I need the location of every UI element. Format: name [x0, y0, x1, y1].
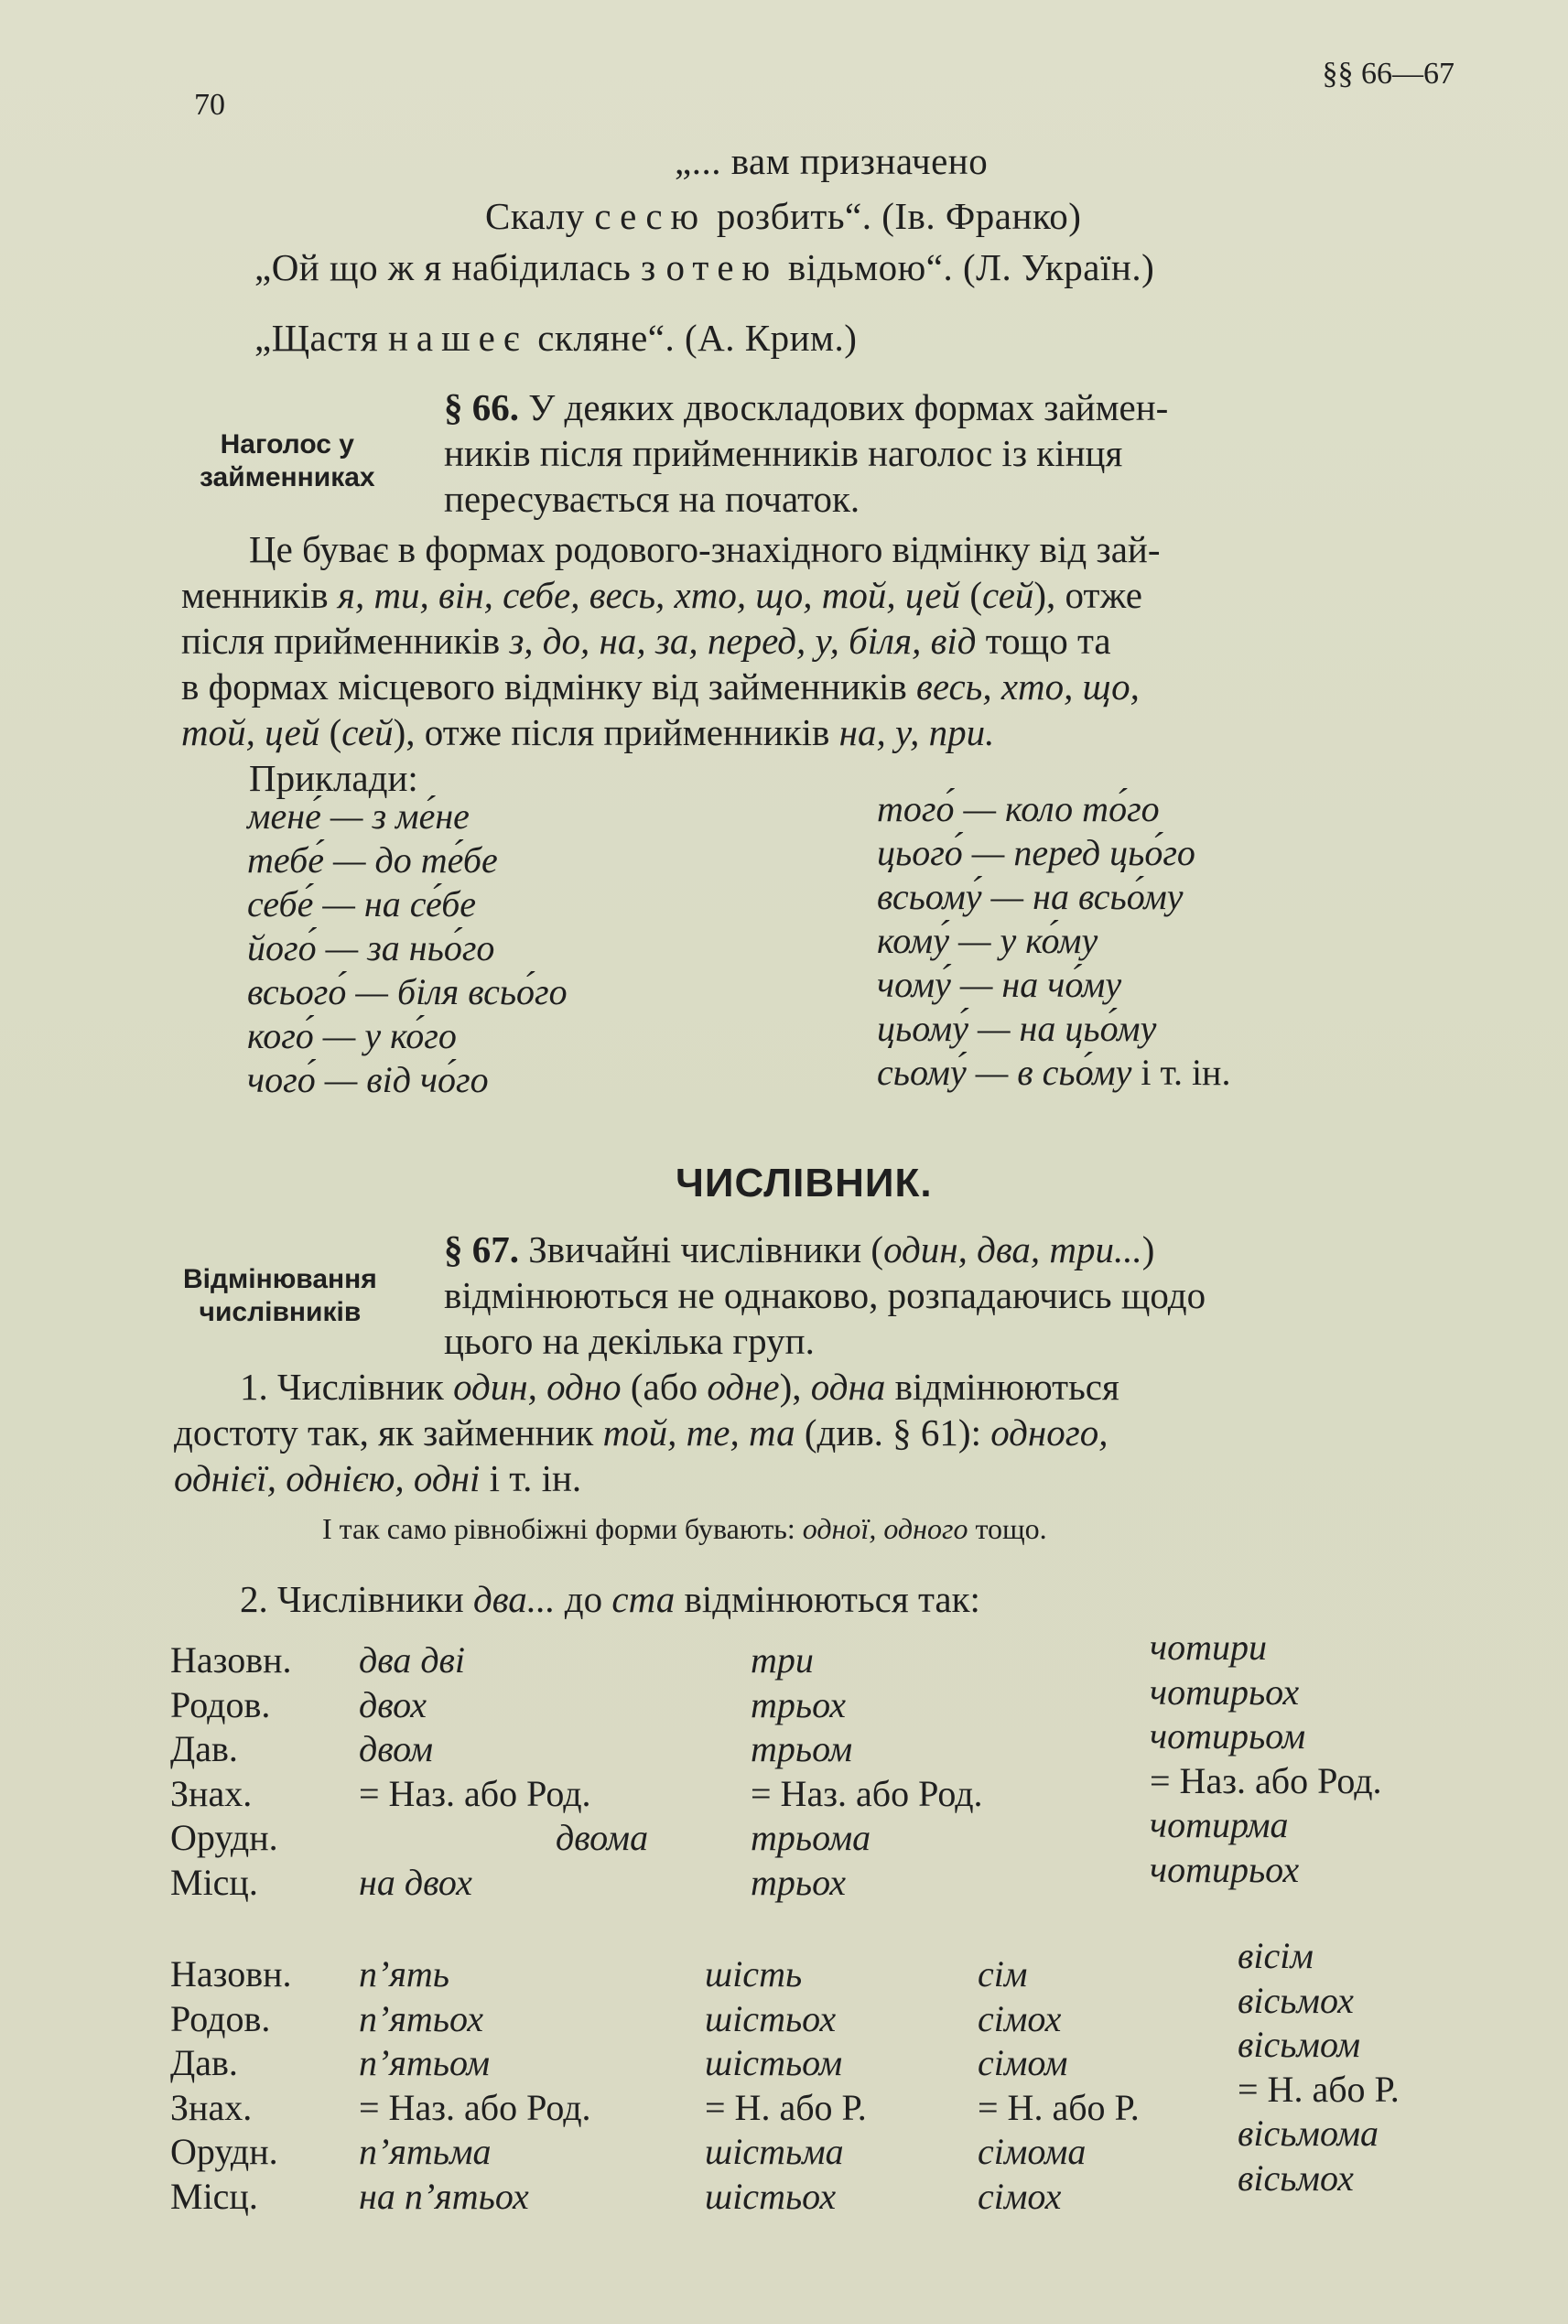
case-label: Знах.: [170, 1772, 253, 1814]
table-cell: сімох: [978, 1997, 1062, 2039]
case-label: Родов.: [170, 1683, 271, 1725]
table-cell: чотирьом: [1150, 1715, 1306, 1757]
page-number: 70: [194, 88, 225, 122]
chapter-heading: ЧИСЛІВНИК.: [676, 1161, 933, 1205]
case-label: Місц.: [170, 2175, 258, 2217]
text: 1. Числівник: [240, 1366, 454, 1408]
italic-text: одної, одного: [802, 1512, 968, 1545]
table-cell: чотирма: [1150, 1804, 1289, 1845]
examples-left: [247, 794, 568, 1102]
text: до: [555, 1578, 612, 1620]
table-cell: трьох: [751, 1683, 847, 1725]
side-heading-66: [200, 428, 375, 494]
side-heading-67: [183, 1263, 377, 1329]
case-label: Назовн.: [170, 1953, 292, 1994]
italic-text: сей: [982, 574, 1034, 616]
table-cell: = Наз. або Род.: [359, 1772, 591, 1814]
italic-text: той, цей: [181, 711, 320, 753]
example-item: тебе́ — до те́бе: [247, 839, 498, 881]
table-cell: сім: [978, 1953, 1028, 1994]
para-line: [174, 1364, 1119, 1410]
table-cell: шість: [705, 1953, 803, 1994]
table-cell: двома: [556, 1817, 649, 1858]
italic-text: ста: [611, 1578, 676, 1620]
case-label: Назовн.: [170, 1639, 292, 1681]
text: і т. ін.: [480, 1457, 582, 1499]
text: ): [1141, 1228, 1155, 1270]
para-line: [181, 618, 1161, 664]
example-item: цьому́ — на цьо́му: [877, 1008, 1157, 1049]
table-cell: чотирьох: [1150, 1848, 1300, 1890]
text: Звичайні числівники (: [519, 1228, 884, 1270]
side-heading-line: Відмінювання: [183, 1264, 377, 1294]
text-line: У деяких двоскладових формах займен-: [519, 386, 1169, 428]
italic-text: з, до, на, за, перед, у, біля, від: [509, 620, 977, 662]
example-item: цього́ — перед цьо́го: [877, 832, 1195, 873]
italic-text: я, ти, він, себе, весь, хто, що, той, цей: [337, 574, 961, 616]
table-cell: п’ятьом: [359, 2042, 491, 2083]
table-cell: двом: [359, 1728, 434, 1769]
examples-right: [877, 787, 1230, 1095]
table-cell: = Наз. або Род.: [751, 1772, 983, 1814]
italic-text: одного,: [990, 1411, 1108, 1454]
table1-col1: [359, 1638, 648, 1905]
text: (або: [621, 1366, 708, 1408]
examples-label: Приклади:: [249, 757, 418, 799]
table-cell: = Н. або Р.: [705, 2086, 867, 2128]
text-line: цього на декілька груп.: [444, 1320, 815, 1362]
para-line: [174, 1410, 1119, 1455]
table-cell: п’ятьох: [359, 1997, 483, 2039]
italic-text: однієї, однією, одні: [174, 1457, 481, 1499]
text: І так само рівнобіжні форми бувають:: [322, 1512, 803, 1545]
italic-text: одна: [810, 1366, 886, 1408]
table-cell: сімох: [978, 2175, 1062, 2217]
table-cell: трьома: [751, 1817, 871, 1858]
para-line: [181, 572, 1161, 618]
text-line: ників після прийменників наголос із кінця: [444, 432, 1123, 474]
table1-col2: [751, 1638, 983, 1905]
example-item: чого́ — від чо́го: [247, 1059, 489, 1100]
italic-text: один, два, три...: [883, 1228, 1142, 1270]
text: ), отже: [1033, 574, 1142, 616]
table1-col3: [1150, 1626, 1382, 1892]
quote3: [254, 316, 857, 360]
para-line: [181, 526, 1161, 572]
text: достоту так, як займенник: [174, 1411, 603, 1454]
text: тощо.: [968, 1512, 1047, 1545]
italic-text: один, одно: [453, 1366, 622, 1408]
text: менників: [181, 574, 338, 616]
table-cell: трьох: [751, 1861, 847, 1903]
para-line: [174, 1455, 1119, 1501]
case-label: Знах.: [170, 2086, 253, 2128]
italic-text: на, у, при.: [838, 711, 995, 753]
table-cell: чотирьох: [1150, 1670, 1300, 1713]
text: тощо та: [976, 620, 1111, 662]
text: відмінюються так:: [675, 1578, 980, 1620]
example-item: мене́ — з ме́не: [247, 795, 470, 837]
table-cell: = Наз. або Род.: [1150, 1759, 1382, 1801]
quote-spaced: нашеє: [387, 317, 528, 359]
table-cell: двох: [359, 1683, 427, 1725]
table-cell: = Н. або Р.: [978, 2086, 1140, 2128]
text: (: [960, 574, 983, 616]
table2-col3: [978, 1952, 1140, 2219]
quote-text: „Ой що ж я набідилась з: [254, 246, 666, 288]
table-cell: шістьох: [705, 1997, 837, 2039]
table-cell: вісьмох: [1238, 2156, 1354, 2199]
s66-lead: [444, 384, 1168, 522]
italic-text: два...: [473, 1578, 556, 1620]
table-cell: п’ятьма: [359, 2131, 492, 2172]
table-cell: вісьмох: [1238, 1979, 1354, 2021]
text-line: пересувається на початок.: [444, 478, 860, 520]
quote-text: Скалу: [485, 195, 595, 237]
example-item: кого́ — у ко́го: [247, 1015, 457, 1056]
text: в формах місцевого відмінку від займенників: [181, 665, 917, 708]
example-item: чому́ — на чо́му: [877, 964, 1122, 1005]
italic-text: сей: [341, 711, 394, 753]
example-item: всього́ — біля всьо́го: [247, 971, 568, 1012]
side-heading-line: числівників: [199, 1297, 362, 1327]
example-item: того́ — коло то́го: [877, 788, 1160, 829]
table-cell: вісім: [1238, 1935, 1314, 1976]
note-line: [322, 1512, 1047, 1546]
table2-col4: [1238, 1934, 1400, 2200]
s67-point2: [240, 1576, 980, 1622]
italic-text: одне: [707, 1366, 780, 1408]
table2-cases: [170, 1952, 292, 2219]
table-cell: вісьмом: [1238, 2024, 1360, 2065]
side-heading-line: займенниках: [200, 462, 375, 492]
table-cell: вісьмома: [1238, 2113, 1379, 2154]
quote1-line1: „... вам призначено: [675, 140, 989, 182]
text: відмінюються: [885, 1366, 1119, 1408]
example-item: [877, 1051, 1230, 1095]
case-label: Дав.: [170, 2042, 238, 2083]
case-label: Місц.: [170, 1861, 258, 1903]
side-heading-line: Наголос у: [220, 429, 354, 459]
example-text: сьому́ — в сьо́му: [877, 1052, 1132, 1093]
quote2: [254, 245, 1154, 289]
text: (: [319, 711, 342, 753]
text: ),: [779, 1366, 811, 1408]
italic-text: той, те, та: [602, 1411, 795, 1454]
text: після прийменників: [181, 620, 510, 662]
para-line: [181, 664, 1161, 709]
table-cell: чотири: [1150, 1627, 1267, 1668]
example-tail: і т. ін.: [1131, 1052, 1231, 1093]
example-item: себе́ — на се́бе: [247, 883, 477, 924]
section-number: § 67.: [444, 1228, 519, 1270]
table-cell: шістьом: [705, 2042, 843, 2083]
table-cell: на двох: [359, 1861, 472, 1903]
table-cell: трьом: [751, 1728, 853, 1769]
table-cell: шістьма: [705, 2131, 844, 2172]
quote-text: скляне“. (А. Крим.): [527, 317, 858, 359]
table-cell: = Н. або Р.: [1238, 2068, 1400, 2110]
italic-text: весь, хто, що,: [916, 665, 1140, 708]
example-item: його́ — за ньо́го: [247, 927, 495, 968]
table-cell: п’ять: [359, 1953, 450, 1994]
case-label: Дав.: [170, 1728, 238, 1769]
example-item: кому́ — у ко́му: [877, 920, 1098, 961]
quote-text: „Щастя: [254, 317, 388, 359]
quote-text: розбить“. (Ів. Франко): [707, 195, 1082, 237]
text: 2. Числівники: [240, 1578, 473, 1620]
para-line: [181, 709, 1161, 755]
case-label: Родов.: [170, 1997, 271, 2039]
table2-col2: [705, 1952, 867, 2219]
s67-point1: [174, 1364, 1119, 1501]
table-cell: сімом: [978, 2042, 1068, 2083]
quote1-line2: [485, 194, 1081, 238]
s67-lead: [444, 1227, 1206, 1364]
table-cell: на п’ятьох: [359, 2175, 529, 2217]
case-label: Орудн.: [170, 1817, 278, 1858]
table-cell: три: [751, 1639, 814, 1681]
table-cell: два дві: [359, 1639, 466, 1681]
text-line: відмінюються не однаково, розпадаючись щодо: [444, 1274, 1206, 1316]
text: (див. § 61):: [795, 1411, 991, 1454]
section-range: §§ 66—67: [1322, 57, 1454, 91]
section-number: § 66.: [444, 386, 519, 428]
text: ), отже після прийменників: [393, 711, 839, 753]
quote-spaced: отею: [665, 246, 779, 288]
quote-text: відьмою“. (Л. Україн.): [778, 246, 1155, 288]
table-cell: шістьох: [705, 2175, 837, 2217]
quote-spaced: сесю: [594, 195, 708, 237]
example-item: всьому́ — на всьо́му: [877, 876, 1184, 917]
table-cell: = Наз. або Род.: [359, 2086, 591, 2128]
text: Це буває в формах родового-знахідного відмінку від зай-: [249, 528, 1161, 570]
s66-paragraph: [181, 526, 1161, 801]
table2-col1: [359, 1952, 591, 2219]
table1-cases: [170, 1638, 292, 1905]
case-label: Орудн.: [170, 2131, 278, 2172]
table-cell: сімома: [978, 2131, 1087, 2172]
